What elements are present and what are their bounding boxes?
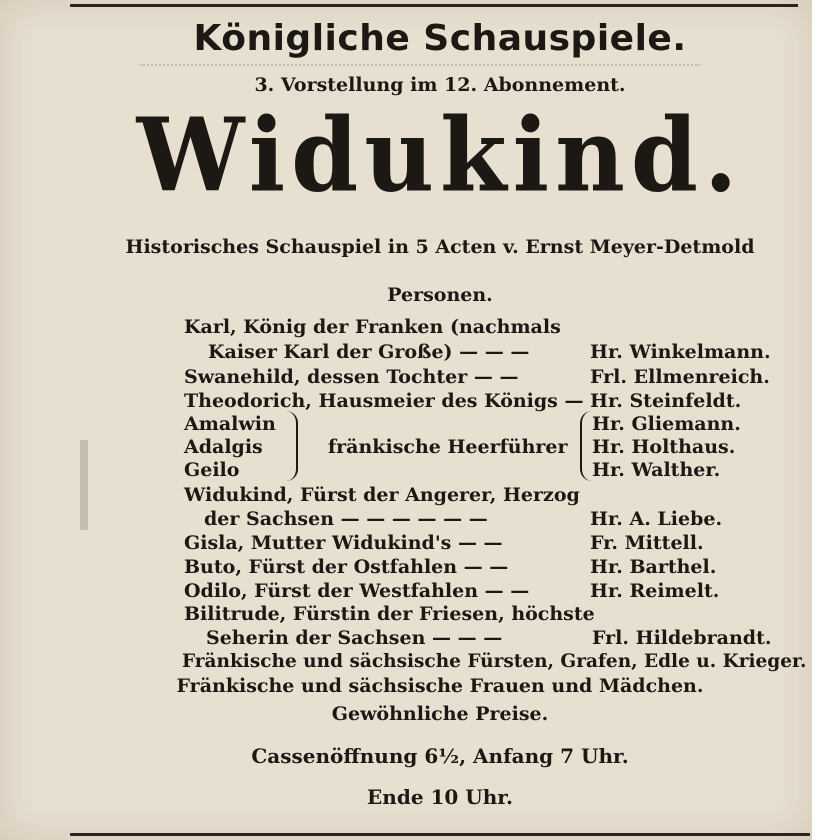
cast-role-bilitrude-1: Bilitrude, Fürstin der Friesen, höchste [184,603,595,625]
cast-role-karl-1: Karl, König der Franken (nachmals [184,316,561,338]
opening-times: Cassenöffnung 6½, Anfang 7 Uhr. [251,744,629,768]
cast-role-swanehild: Swanehild, dessen Tochter — — [184,366,519,388]
bottom-rule [70,833,810,836]
cast-role-odilo: Odilo, Fürst der Westfahlen — — [184,580,530,602]
cast-actor-swanehild: Frl. Ellmenreich. [590,366,770,388]
cast-actor-odilo: Hr. Reimelt. [590,580,720,602]
cast-actor-buto: Hr. Barthel. [590,556,717,578]
extras-line-2: Fränkische und sächsische Frauen und Mädchen. [176,675,704,697]
right-brace [580,411,592,481]
show-through-texture-2 [80,440,148,530]
cast-group-role: fränkische Heerführer [328,436,568,458]
top-rule [70,4,798,7]
cast-name-geilo: Geilo [184,459,240,481]
cast-role-widukind-2: der Sachsen — — — — — — [204,508,488,530]
cast-name-amalwin: Amalwin [184,413,276,435]
play-subtitle: Historisches Schauspiel in 5 Acten v. Ernst Meyer-Detmold [125,236,755,258]
cast-actor-gliemann: Hr. Gliemann. [592,413,741,435]
prices-note: Gewöhnliche Preise. [331,703,549,725]
extras-line-1: Fränkische und sächsische Fürsten, Grafen, Edle u. Krieger. [182,651,807,672]
cast-actor-widukind: Hr. A. Liebe. [590,508,723,530]
cast-actor-karl: Hr. Winkelmann. [590,341,771,363]
end-time: Ende 10 Uhr. [367,785,513,809]
cast-actor-gisla: Fr. Mittell. [590,532,704,554]
cast-name-adalgis: Adalgis [184,436,263,458]
left-brace [286,411,298,481]
performance-number: 3. Vorstellung im 12. Abonnement. [254,74,626,96]
cast-actor-holthaus: Hr. Holthaus. [592,436,736,458]
cast-actor-walther: Hr. Walther. [592,459,721,481]
cast-role-buto: Buto, Fürst der Ostfahlen — — [184,556,509,578]
theater-title: Königliche Schauspiele. [193,18,687,59]
cast-role-karl-2: Kaiser Karl der Große) — — — [208,341,530,363]
cast-role-theodorich: Theodorich, Hausmeier des Königs — [184,390,584,412]
cast-actor-bilitrude: Frl. Hildebrandt. [592,627,772,649]
play-title: Widukind. [136,96,744,215]
cast-role-widukind-1: Widukind, Fürst der Angerer, Herzog [184,484,580,506]
cast-role-bilitrude-2: Seherin der Sachsen — — — [206,627,503,649]
cast-role-gisla: Gisla, Mutter Widukind's — — [184,532,503,554]
cast-heading: Personen. [387,284,493,306]
cast-actor-theodorich: Hr. Steinfeldt. [590,390,742,412]
